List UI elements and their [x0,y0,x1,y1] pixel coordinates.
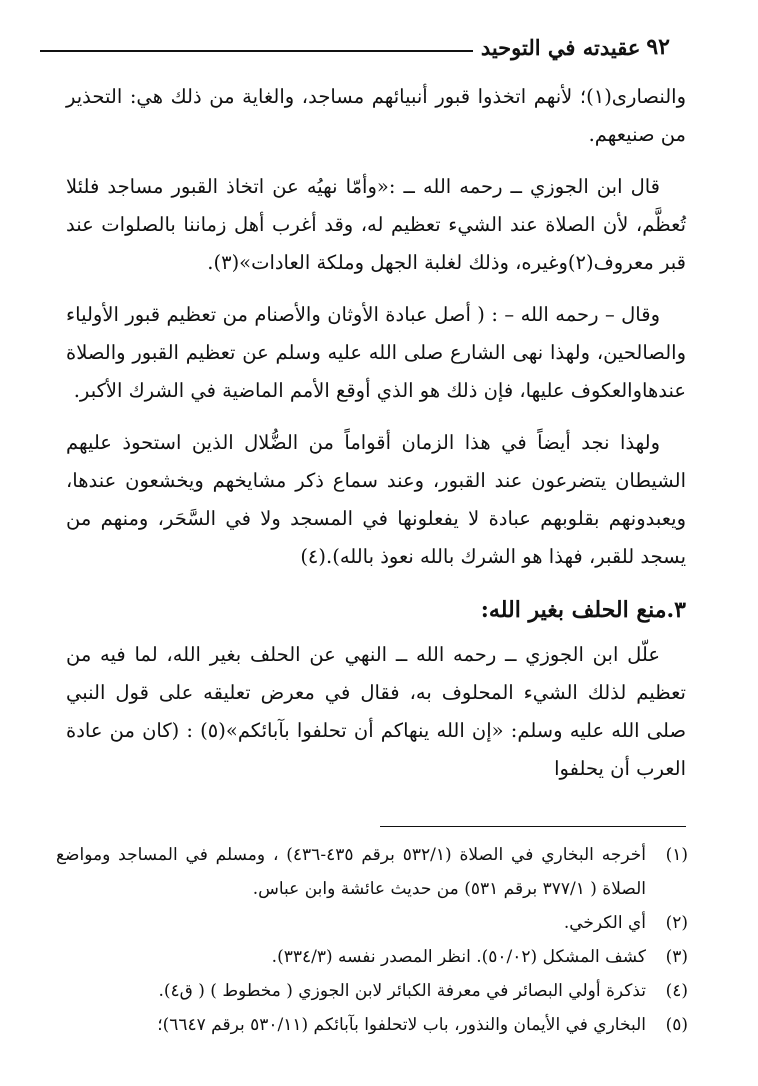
footnote-rule [380,826,686,827]
footnote-text: كشف المشكل (٥٠/٠٢). انظر المصدر نفسه (٣٣٤/٣). [271,947,646,967]
paragraph-2: قال ابن الجوزي ــ رحمه الله ــ :«وأمّا نهيُه عن اتخاذ القبور مساجد فلئلا تُعظَّم، لأن الصلاة عند الشيء تعظيم له، وقد أغرب أهل زماننا بالصلوات عند قبر معروف(٢)وغيره، وذلك لغلبة الجهل وملكة العادات»(٣). [66,175,686,274]
footnote-number: (٢) [665,913,688,933]
footnote-text: تذكرة أولي البصائر في معرفة الكبائر لابن الجوزي ( مخطوط ) ( ق٤). [158,981,646,1001]
section-paragraph: علّل ابن الجوزي ــ رحمه الله ــ النهي عن الحلف بغير الله، لما فيه من تعظيم لذلك الشيء المحلوف به، فقال في معرض تعليقه على قول النبي صلى الله عليه وسلم: «إن الله ينهاكم أن تحلفوا بآبائكم»(٥) : (كان من عادة العرب أن يحلفوا [66,643,687,780]
footnote-number: (٣) [665,947,688,967]
footnote-3 [56,940,688,974]
paragraph-4: ولهذا نجد أيضاً في هذا الزمان أقواماً من الضُّلال الذين استحوذ عليهم الشيطان يتضرعون عند القبور، وعند سماع ذكر مشايخهم ويخشعون عندها، ويعبدونهم بقلوبهم عبادة لا يفعلونها في المسجد ولا في السَّحَر، ومنهم من يسجد للقبر، فهذا هو الشرك بالله نعوذ بالله).(٤) [66,431,686,568]
footnotes [56,838,688,1042]
section-heading: ٣.منع الحلف بغير الله: [480,597,686,623]
footnote-text: أي الكرخي. [563,913,646,933]
paragraph-3: وقال – رحمه الله – : ( أصل عبادة الأوثان والأصنام من تعظيم قبور الأولياء والصالحين، ولهذا نهى الشارع صلى الله عليه وسلم عن تعظيم القبور والصلاة عندهاوالعكوف عليها، فإن ذلك هو الذي أوقع الأمم الماضية في الشرك الأكبر. [66,303,686,402]
footnote-text: أخرجه البخاري في الصلاة (٥٣٢/١ برقم ٤٣٥-٤٣٦) ، ومسلم في المساجد ومواضع الصلاة ( ٣٧٧/١ برقم ٥٣١) من حديث عائشة وابن عباس. [56,845,646,899]
footnote-number: (٤) [665,981,688,1001]
footnote-number: (١) [665,845,688,865]
footnote-text: البخاري في الأيمان والنذور، باب لاتحلفوا بآبائكم (٥٣٠/١١ برقم ٦٦٤٧)؛ [157,1015,646,1035]
main-text [66,78,686,802]
page-number: ٩٢ [646,34,670,60]
footnote-4 [56,974,688,1008]
paragraph-1: والنصارى(١)؛ لأنهم اتخذوا قبور أنبيائهم مساجد، والغاية من ذلك هي: التحذير من صنيعهم. [66,85,686,146]
footnote-2 [56,906,688,940]
header-rule [40,50,473,52]
page-header [40,28,670,60]
footnote-1 [56,838,688,906]
footnote-5 [56,1008,688,1042]
footnote-number: (٥) [665,1015,688,1035]
running-title: عقيدته في التوحيد [480,35,641,60]
